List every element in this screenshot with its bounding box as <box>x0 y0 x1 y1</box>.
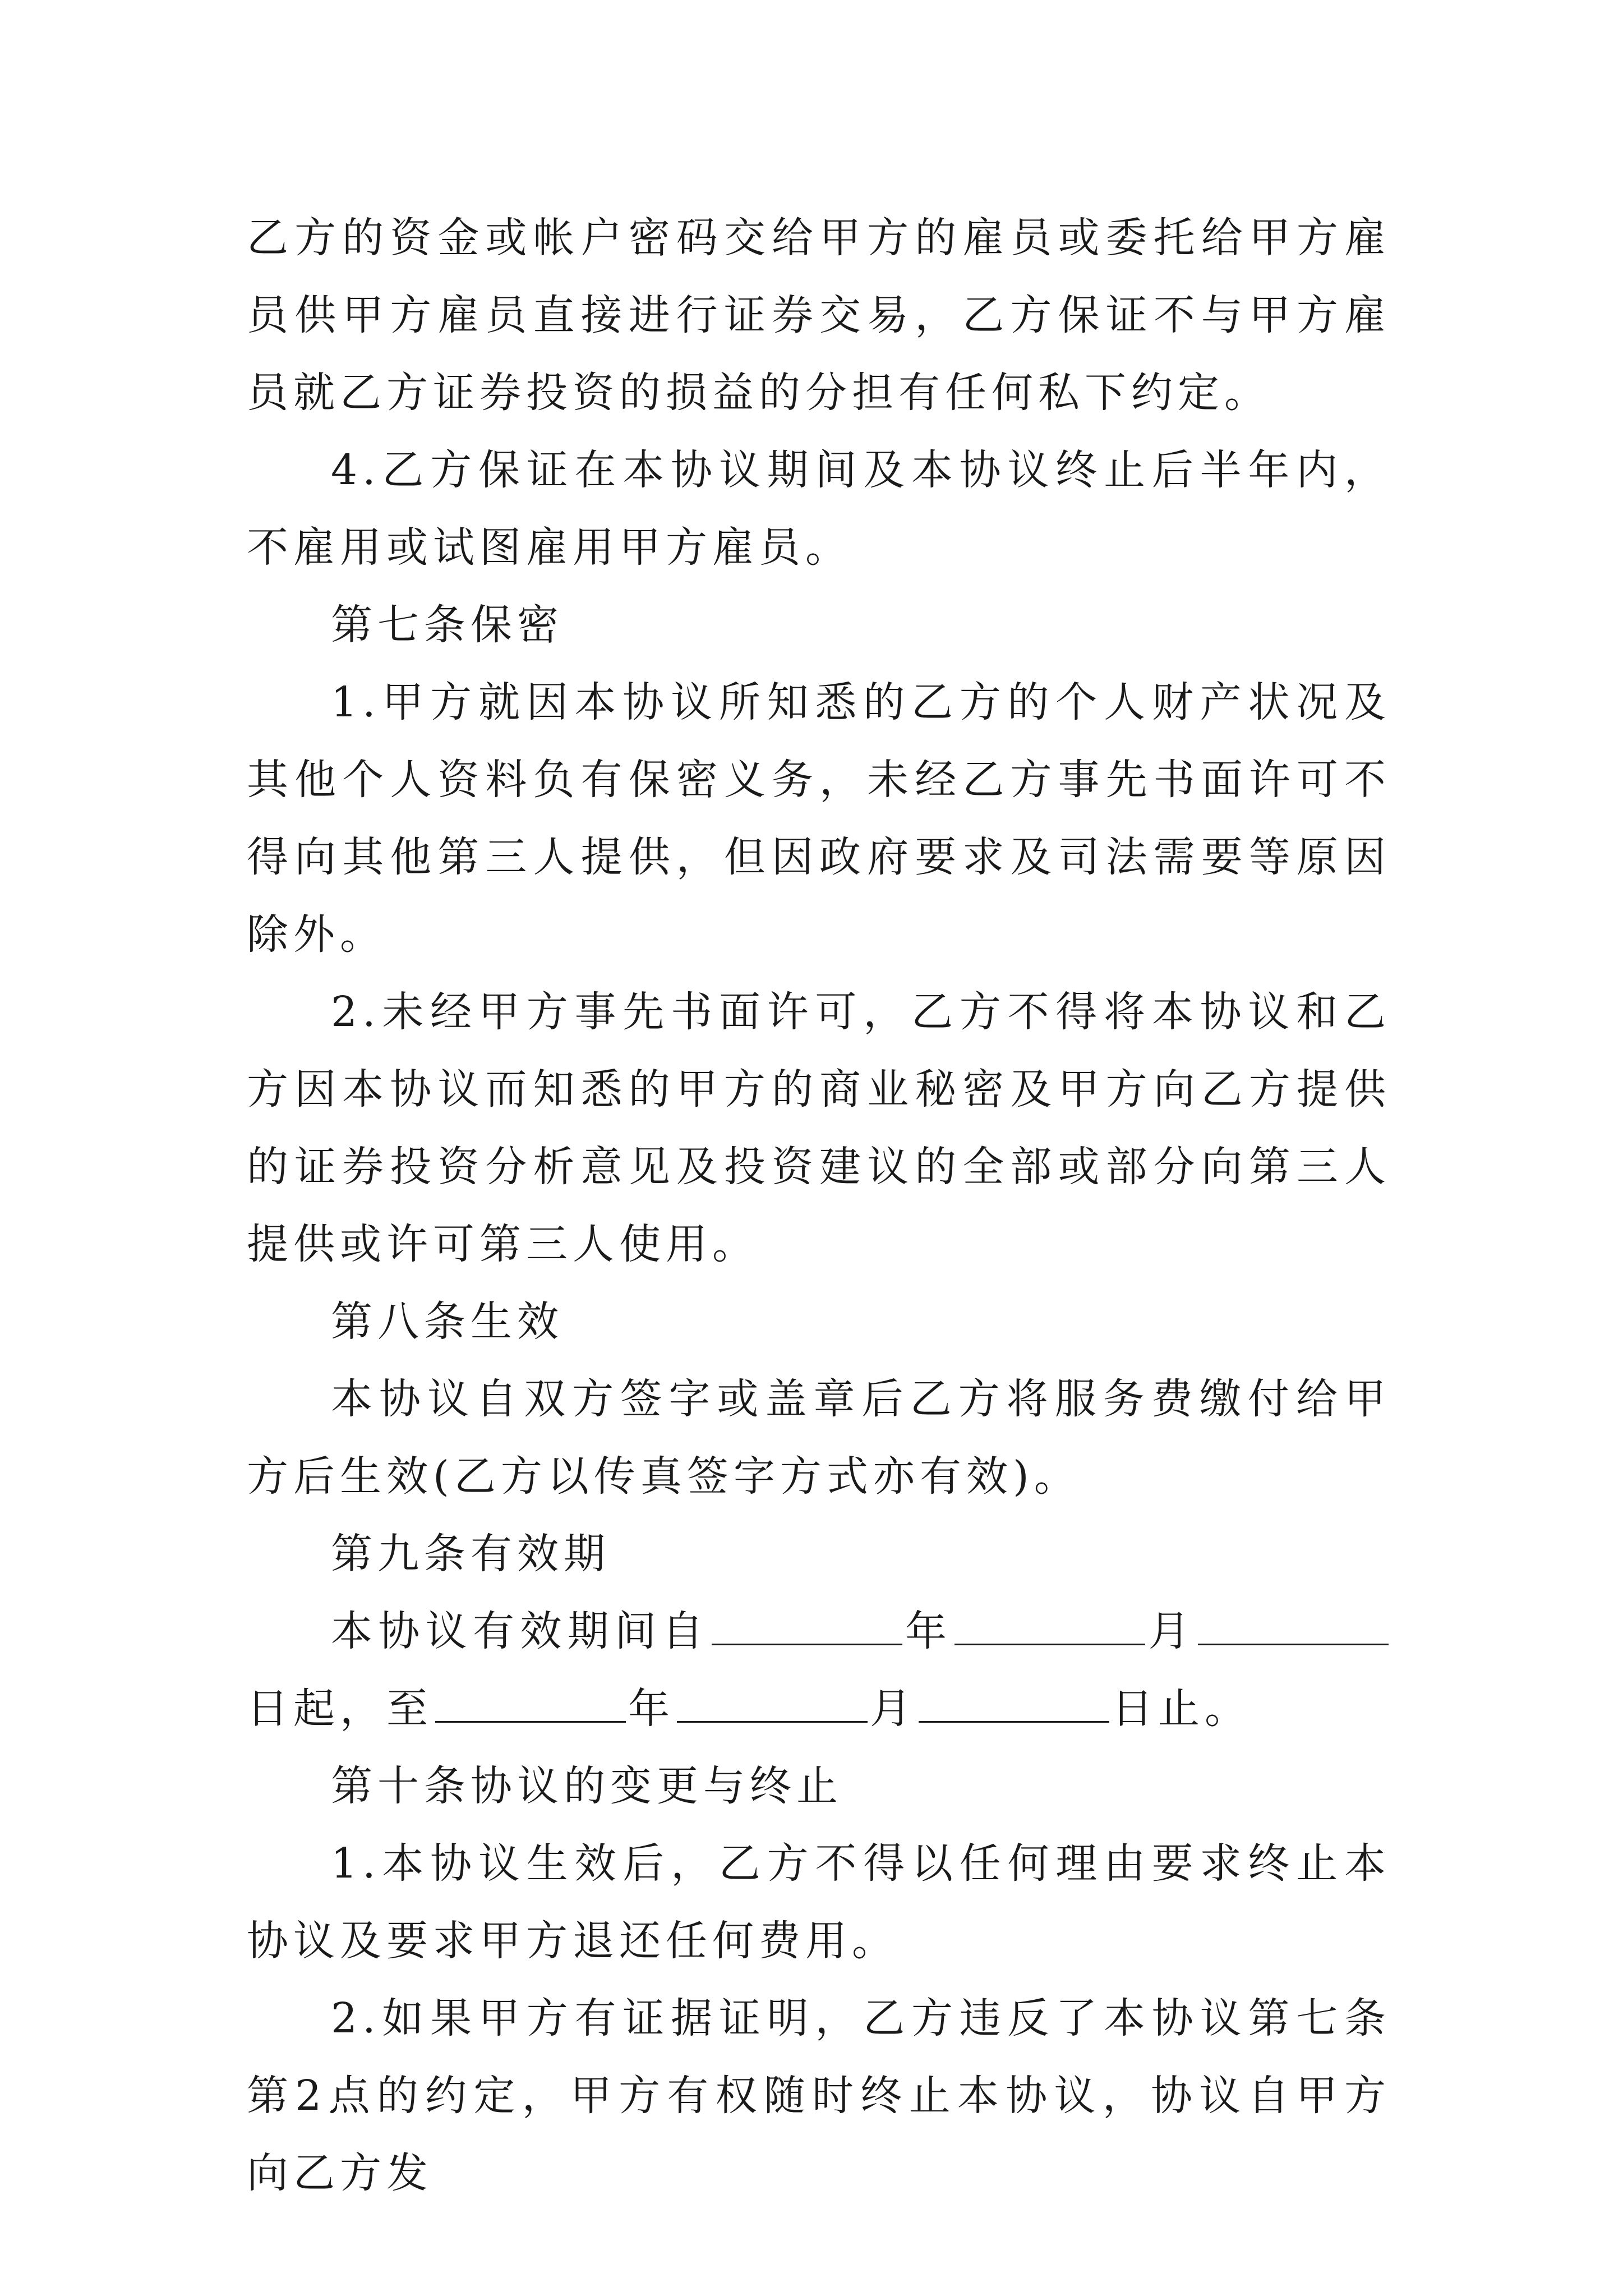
heading-article-8: 第八条生效 <box>331 1297 564 1346</box>
end-day-label: 日止。 <box>1112 1685 1251 1733</box>
start-month-blank <box>955 1610 1145 1645</box>
start-month-label: 月 <box>1147 1607 1196 1655</box>
end-month-label: 月 <box>870 1685 916 1733</box>
start-year-blank <box>712 1610 902 1645</box>
heading-article-9: 第九条有效期 <box>331 1530 610 1578</box>
heading-article-7: 第七条保密 <box>331 601 564 649</box>
paragraph-article-10-clause-1: 1.本协议生效后，乙方不得以任何理由要求终止本协议及要求甲方退还任何费用。 <box>247 1839 1391 1965</box>
end-year-blank <box>435 1687 626 1723</box>
paragraph-article-7-clause-2: 2.未经甲方事先书面许可，乙方不得将本协议和乙方因本协议而知悉的甲方的商业秘密及甲方向乙方提供的证券投资分析意见及投资建议的全部或部分向第三人提供或许可第三人使用。 <box>247 988 1391 1268</box>
validity-prefix: 本协议有效期间自 <box>331 1607 709 1655</box>
start-year-label: 年 <box>904 1607 953 1655</box>
document-body <box>247 199 1391 2212</box>
paragraph-article-8: 本协议自双方签字或盖章后乙方将服务费缴付给甲方后生效(乙方以传真签字方式亦有效)。 <box>247 1375 1391 1501</box>
paragraph-article-10-clause-2: 2.如果甲方有证据证明，乙方违反了本协议第七条第2点的约定，甲方有权随时终止本协议，协议自甲方向乙方发 <box>247 1994 1391 2197</box>
paragraph-clause-4: 4.乙方保证在本协议期间及本协议终止后半年内，不雇用或试图雇用甲方雇员。 <box>247 446 1391 572</box>
end-year-label: 年 <box>628 1685 675 1733</box>
start-day-label: 日起，至 <box>247 1685 433 1733</box>
paragraph-article-7-clause-1: 1.甲方就因本协议所知悉的乙方的个人财产状况及其他个人资料负有保密义务，未经乙方事先书面许可不得向其他第三人提供，但因政府要求及司法需要等原因除外。 <box>247 678 1391 959</box>
paragraph-continuation: 乙方的资金或帐户密码交给甲方的雇员或委托给甲方雇员供甲方雇员直接进行证券交易，乙方保证不与甲方雇员就乙方证券投资的损益的分担有任何私下约定。 <box>247 214 1391 417</box>
start-day-blank <box>1198 1610 1389 1645</box>
end-day-blank <box>919 1687 1109 1723</box>
heading-article-10: 第十条协议的变更与终止 <box>331 1762 843 1810</box>
paragraph-validity-period <box>247 1593 1391 1747</box>
end-month-blank <box>677 1687 868 1723</box>
